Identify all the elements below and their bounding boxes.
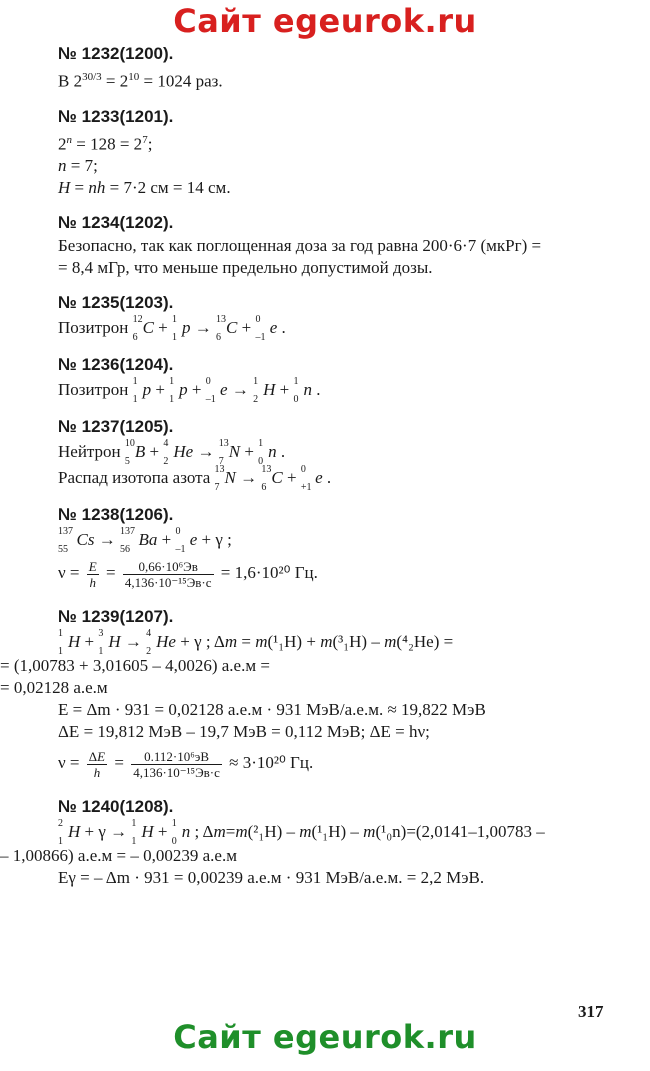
problem-1239-line-3: = 0,02128 а.е.м [0, 678, 108, 698]
problem-1237-line-1: Нейтрон 10 5 B + 4 2 He → 13 7 N + 1 0 n . [58, 438, 286, 468]
problem-1239-heading: № 1239(1207). [58, 607, 174, 627]
problem-1232-line: В $2^{30/3} = 2^{10} = 1024$ раз. [58, 71, 223, 91]
problem-1237-heading: № 1237(1205). [58, 417, 174, 437]
problem-1238-line-2: ν = $\frac{E}{h}$ = $\frac{\text{0,66·10⁶Эв}}{\text{4,136·10⁻¹⁵Эв·с}}$ = 1,6·10²⁰ Гц. [58, 558, 318, 590]
problem-1240-line-3: Eγ = – Δm · 931 = 0,00239 а.е.м · 931 МэВ/а.е.м. = 2,2 МэВ. [58, 868, 485, 888]
problem-1234-heading: № 1234(1202). [58, 213, 174, 233]
problem-1238-line-1: 137 55 Cs → 137 56 Ba + 0 –1 e + γ ; [58, 526, 232, 556]
problem-1233-heading: № 1233(1201). [58, 106, 174, 126]
problem-1234-line-2: = 8,4 мГр, что меньше предельно допустимой дозы. [58, 258, 433, 278]
problem-1233-line-2: n = 7; [58, 156, 98, 176]
problem-1238-heading: № 1238(1206). [58, 505, 174, 525]
problem-1239-line-1: 1 1 H + 3 1 H → 4 2 He + γ ; Δm = m(¹₁H) + m(³₁H) – m(⁴₂He) = [58, 628, 454, 658]
problem-1240-heading: № 1240(1208). [58, 797, 174, 817]
solutions-page [0, 44, 618, 889]
problem-1232-heading: № 1232(1200). [58, 44, 174, 63]
problem-1237-line-2: Распад изотопа азота 13 7 N → 13 6 C + 0 +1 e . [58, 464, 332, 494]
problem-1236-line: Позитрон 1 1 p + 1 1 p + 0 –1 e → 1 2 H + 1 0 n . [58, 376, 321, 406]
problem-1239-line-2: = (1,00783 + 3,01605 – 4,0026) а.е.м = [0, 656, 270, 676]
problem-1239-line-5: ΔE = 19,812 МэВ – 19,7 МэВ = 0,112 МэВ; ΔE = hν; [58, 722, 430, 742]
problem-1235-line: Позитрон 12 6 C + 1 1 p → 13 6 C + 0 –1 e . [58, 314, 286, 344]
site-watermark-bottom: Сайт egeurok.ru [173, 1018, 477, 1056]
problem-1240-line-2: – 1,00866) а.е.м = – 0,00239 а.е.м [0, 846, 237, 866]
problem-1239-line-6: ν = $\frac{\Delta E}{h}$ = $\frac{\text{0.112·10⁶эВ}}{\text{4,136·10⁻¹⁵Эв·с}}$ ≈ 3·10²⁰ Гц. [58, 748, 314, 780]
page-number: 317 [578, 1002, 604, 1021]
problem-1233-line-1: $2^n = 128 = 2^7$; [58, 133, 153, 154]
site-watermark-top: Сайт egeurok.ru [173, 2, 477, 40]
problem-1235-heading: № 1235(1203). [58, 293, 174, 313]
problem-1236-heading: № 1236(1204). [58, 355, 174, 375]
problem-1239-line-4: E = Δm · 931 = 0,02128 а.е.м · 931 МэВ/а.е.м. ≈ 19,822 МэВ [58, 700, 486, 720]
problem-1233-line-3: H = nh = 7·2 см = 14 см. [58, 178, 231, 198]
problem-1234-line-1: Безопасно, так как поглощенная доза за год равна 200·6·7 (мкРг) = [58, 236, 542, 256]
problem-1240-line-1: 2 1 H + γ → 1 1 H + 1 0 n ; Δm=m(²₁H) – m(¹₁H) – m(¹₀n)=(2,0141–1,00783 – [58, 818, 545, 848]
